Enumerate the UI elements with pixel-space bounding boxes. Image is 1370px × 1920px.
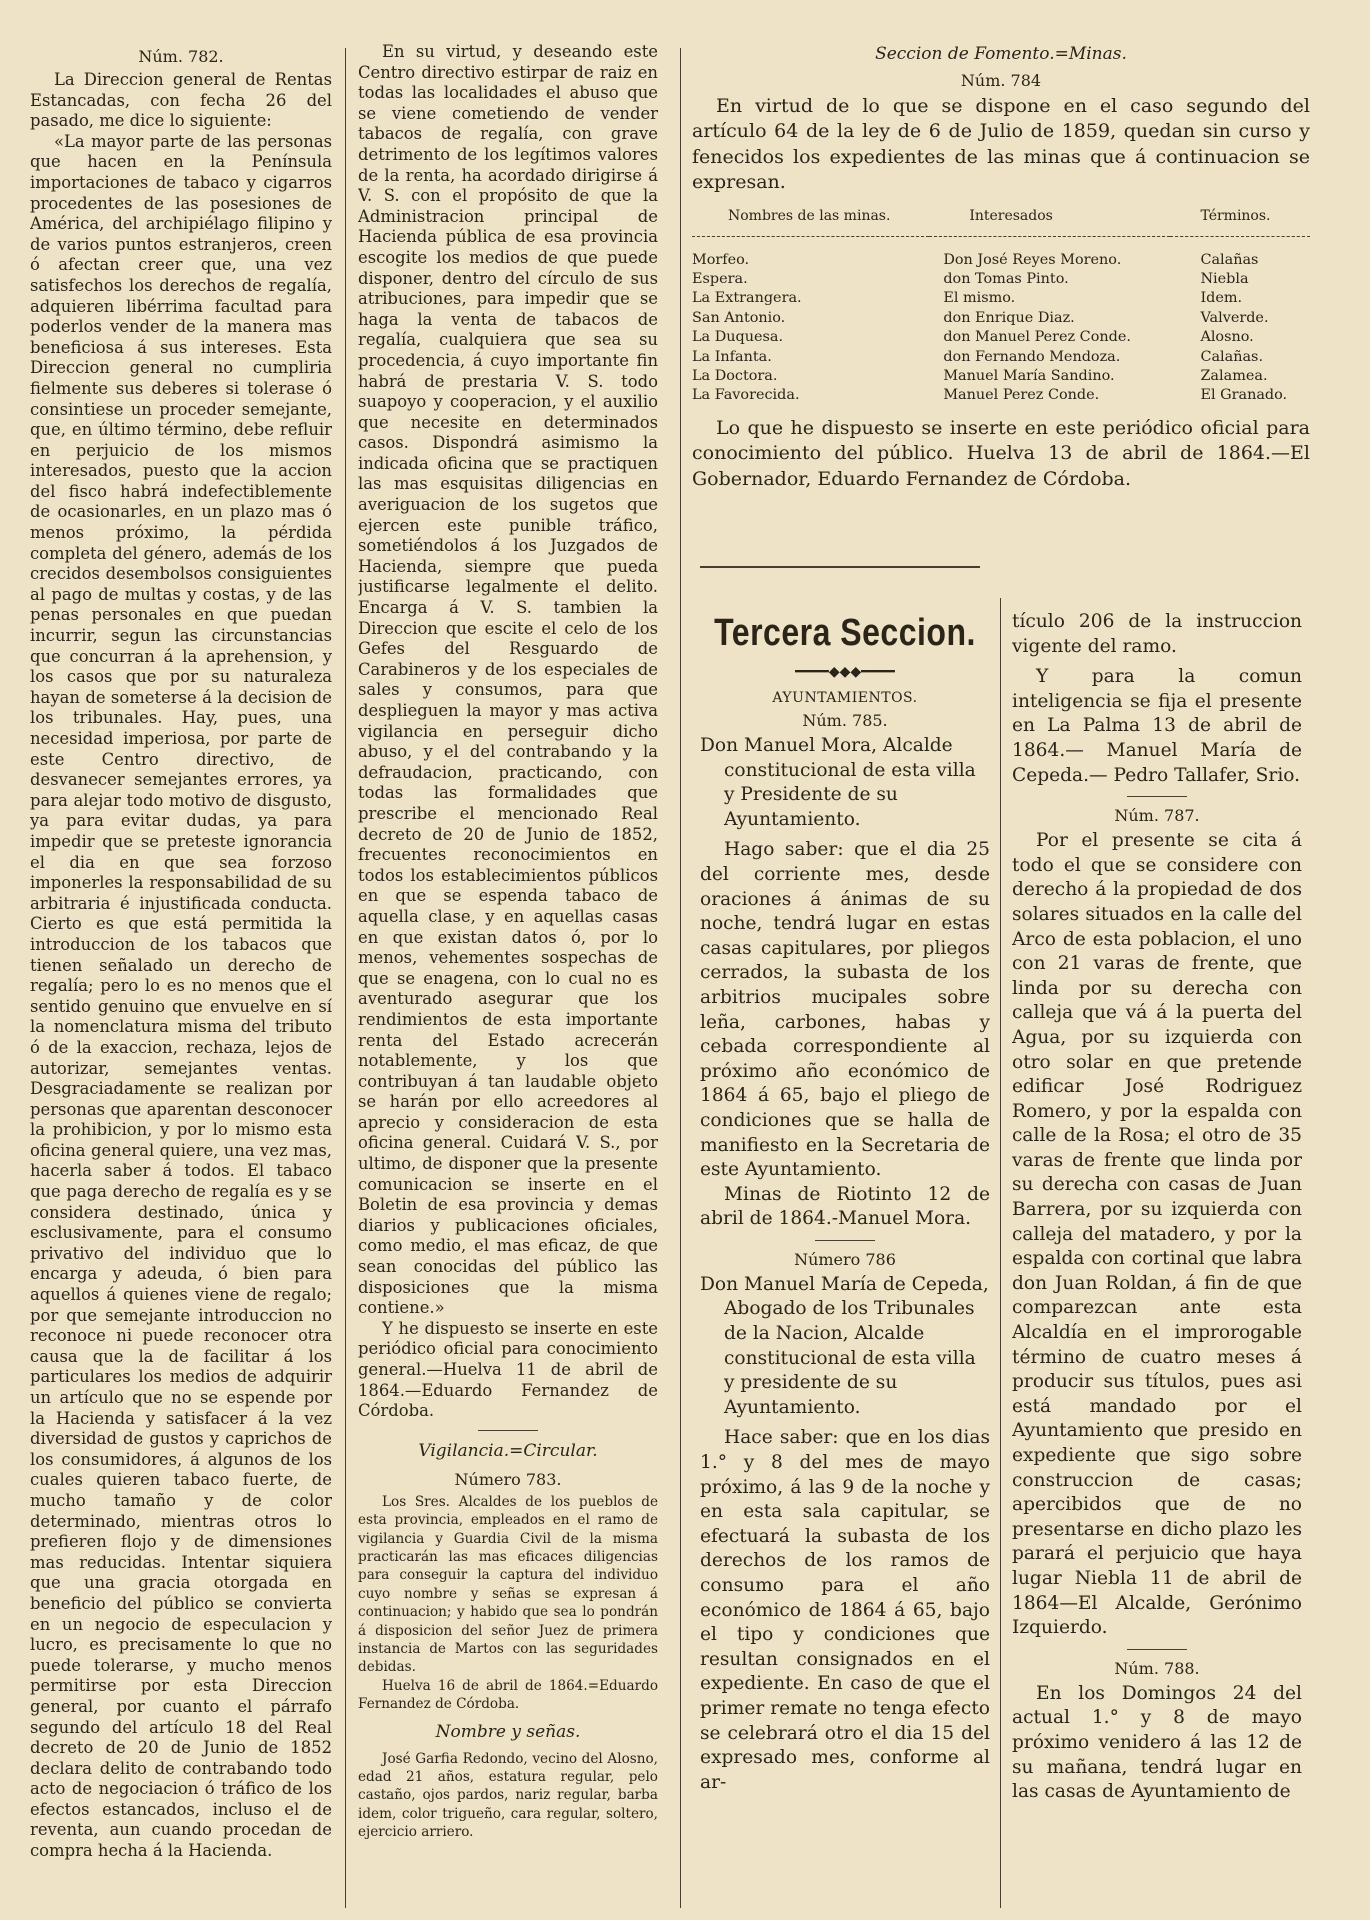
term-cell: Niebla — [1200, 271, 1249, 288]
term-cell: Zalamea. — [1200, 368, 1268, 385]
term-cell: Valverde. — [1200, 309, 1269, 326]
separator — [1127, 1649, 1187, 1650]
notice-787-number: Núm. 787. — [1114, 806, 1200, 826]
notice-787-body: Por el presente se cita á todo el que se considere con derecho á la propiedad de dos solares situados en la calle del Arco de esta poblacion, el uno con 21 varas de frente, que linda por su derecha con calleja que vá á la puerta del Agua, por su izquierda con otro solar en que pretende edificar José Rodriguez Romero, y por la espalda con calle de la Rosa; el otro de 35 varas de frente que linda por su derecha con casas de Juan Barrera, por su izquierda con calleja del matadero, y por la espalda con cortinal que labra don Juan Roldan, á fin de que comparezcan ante esta Alcaldía en el improrogable término de cuatro meses á producir sus títulos, pues asi está mandado por el Ayuntamiento que presido en expediente que sigo sobre construccion de casas; apercibidos que de no presentarse en dicho plazo les parará el perjuicio que haya lugar Niebla 11 de abril de 1864—El Alcalde, Gerónimo Izquierdo. — [1012, 830, 1302, 1639]
separator — [1127, 796, 1187, 797]
notice-783-signature: Huelva 16 de abril de 1864.=Eduardo Fernandez de Córdoba. — [358, 1677, 658, 1713]
tercera-seccion-heading: Tercera Seccion. — [714, 610, 976, 654]
mines-table — [692, 196, 1310, 406]
notice-784-intro: En virtud de lo que se dispone en el caso segundo del artículo 64 de la ley de 6 de Julio de 1859, quedan sin curso y fenecidos los expedientes de las minas que á continuacion se expresan. — [692, 95, 1310, 194]
mines-table-row — [692, 328, 1310, 347]
mine-name-cell: Morfeo. — [692, 251, 750, 268]
notice-788-body: En los Domingos 24 del actual 1.° y 8 de mayo próximo venidero á las 12 de su mañana, tendrá lugar en las casas de Ayuntamiento de — [1012, 1682, 1302, 1803]
interested-cell: don Manuel Perez Conde. — [943, 329, 1131, 346]
term-cell: El Granado. — [1200, 387, 1288, 404]
notice-785-number: Núm. 785. — [802, 711, 888, 730]
mine-name-cell: La Duquesa. — [692, 329, 784, 346]
interested-cell: don Enrique Diaz. — [943, 309, 1075, 326]
header-terms: Términos. — [1170, 196, 1310, 237]
mines-table-row — [692, 348, 1310, 367]
mine-name-cell: Espera. — [692, 271, 748, 288]
mines-table-body — [692, 236, 1310, 406]
term-cell: Idem. — [1200, 290, 1243, 307]
term-cell: Alosno. — [1200, 329, 1254, 346]
header-mine-names: Nombres de las minas. — [692, 196, 929, 237]
section-rule — [700, 566, 980, 568]
notice-785-signature: Minas de Riotinto 12 de abril de 1864.-Manuel Mora. — [700, 1183, 990, 1230]
term-cell: Calañas — [1200, 251, 1259, 268]
notice-785-body: Hago saber: que el dia 25 del corriente mes, desde oraciones á ánimas de su noche, tendrá lugar en estas casas capitulares, por pliegos cerrados, la subasta de los arbitrios mucipales sobre leña, carbones, habas y cebada correspondiente al próximo año económico de 1864 á 65, bajo el pliego de condiciones que se halla de manifiesto en la Secretaria de este Ayuntamiento. — [700, 839, 990, 1181]
notice-782-closing: Y he dispuesto se inserte en este periódico oficial para conocimiento general.—Huelva 11 de abril de 1864.—Eduardo Fernandez de Córdoba. — [358, 1318, 658, 1421]
interested-cell: Manuel Perez Conde. — [943, 387, 1100, 404]
column-3 — [700, 610, 990, 1795]
notice-783-text: Los Sres. Alcaldes de los pueblos de esta provincia, empleados en el ramo de vigilancia y Guardia Civil de la misma practicarán las mas eficaces diligencias para conseguir la captura del individuo cuyo nombre y señas se expresan á continuacion; y habido que sea lo pondrán á disposicion del señor Juez de primera instancia de Martos con las seguridades debidas. — [358, 1493, 658, 1676]
interested-cell: don Fernando Mendoza. — [943, 348, 1121, 365]
interested-cell: Don José Reyes Moreno. — [943, 251, 1122, 268]
mine-name-cell: San Antonio. — [692, 309, 786, 326]
vigilancia-title: Vigilancia.=Circular. — [418, 1440, 598, 1461]
interested-cell: don Tomas Pinto. — [943, 271, 1069, 288]
interested-cell: El mismo. — [943, 290, 1016, 307]
mine-name-cell: La Favorecida. — [692, 387, 800, 404]
mines-table-row — [692, 309, 1310, 328]
mines-table-row — [692, 289, 1310, 308]
notice-782-continuation: En su virtud, y deseando este Centro directivo estirpar de raiz en todas las localidades el abuso que se viene cometiendo de vender tabacos de regalía, con grave detrimento de los legítimos valores de la renta, ha acordado dirigirse á V. S. con el propósito de que la Administracion principal de Hacienda pública de esa provincia escogite los medios de que puede disponer, dentro del círculo de sus atribuciones, para impedir que se haga la venta de tabacos de regalía, cualquiera que sea su procedencia, á cuyo importante fin habrá de prestaria V. S. todo suapoyo y cooperacion, y el auxilio que necesite en determinados casos. Dispondrá asimismo la indicada oficina que se practiquen las mas esquisitas diligencias en averiguacion de los sugetos que ejercen este punible tráfico, sometiéndolos á los Juzgados de Hacienda, siempre que pueda justificarse legalmente el delito. Encarga á V. S. tambien la Direccion que escite el celo de los Gefes del Resguardo de Carabineros y de los especiales de sales y consumos, para que desplieguen la mayor y mas activa vigilancia en perseguir dicho abuso, y el del contrabando y la defraudacion, practicando, con todas las formalidades que prescribe el mencionado Real decreto de 20 de Junio de 1852, frecuentes reconocimientos en todos los establecimientos públicos en que se espenda tabaco de aquella clase, y en aquellas casas en que existan datos ó, por lo menos, vehementes sospechas de que se enagena, con lo cual no es aventurado asegurar que los rendimientos de esta importante renta del Estado acrecerán notablemente, y los que contribuyan á tan laudable objeto se harán por ello acreedores al aprecio y consideracion de esta oficina general. Cuidará V. S., por ultimo, de disponer que la presente comunicacion se inserte en el Boletin de esa provincia y demas diarios y publicaciones oficiales, como medio, el mas eficaz, de que sean conocidas del público las disposiciones que la misma contiene.» — [358, 42, 658, 1318]
term-cell: Calañas. — [1200, 348, 1264, 365]
mines-table-row — [692, 367, 1310, 386]
notice-788-number: Núm. 788. — [1114, 1658, 1200, 1678]
notice-782-number: Núm. 782. — [138, 47, 224, 66]
notice-783-number: Número 783. — [454, 1469, 562, 1489]
notice-783-body — [358, 1493, 658, 1842]
notice-784-closing: Lo que he dispuesto se inserte en este periódico oficial para conocimiento del público. Huelva 13 de abril de 1864.—El Gobernador, Eduardo Fernandez de Córdoba. — [692, 416, 1310, 490]
notice-786-signature: Y para la comun inteligencia se fija el presente en La Palma 13 de abril de 1864.— Manuel María de Cepeda.— Pedro Tallafer, Srio. — [1012, 666, 1302, 786]
column-4 — [1012, 610, 1302, 1805]
mine-name-cell: La Infanta. — [692, 348, 772, 365]
column-2 — [358, 42, 658, 1842]
notice-784-number: Núm. 784 — [960, 71, 1042, 90]
ornament: ━━━━◆◆◆━━━━ — [795, 664, 895, 680]
notice-786-number: Número 786 — [794, 1249, 896, 1269]
header-interested: Interesados — [929, 196, 1170, 237]
fomento-section — [692, 42, 1310, 492]
mines-table-row — [692, 270, 1310, 289]
mines-table-row — [692, 386, 1310, 405]
notice-782-body: «La mayor parte de las personas que hacen en la Península importaciones de tabaco y cigarros procedentes de las posesiones de América, del archipiélago filipino y de varios puntos estranjeros, creen ó afectan creer que, una vez satisfechos los derechos de regalía, adquieren libérrima facultad para poderlos vender de la manera mas beneficiosa á sus intereses. Esta Direccion general no cumpliria fielmente sus deberes si tolerase ó consintiese un proceder semejante, que, en último término, debe refluir en perjuicio de los mismos interesados, puesto que la accion del fisco habrá indefectiblemente de ocasionarles, en un plazo mas ó menos próximo, la pérdida completa del género, además de los crecidos desembolsos consiguientes al pago de multas y costas, y de las penas personales en que puedan incurrir, segun las circunstancias que concurran á la aprehension, y los casos que por su naturaleza hayan de someterse á la decision de los tribunales. Hay, pues, una necesidad imperiosa, por parte de este Centro directivo, de desvanecer semejantes errores, ya para alejar todo motivo de disgusto, ya para evitar dudas, ya para impedir que se preteste ignorancia el dia en que sea forzoso imponerles la responsabilidad de su arbitraria é injustificada conducta. Cierto es que está permitida la introduccion de los tabacos que tienen señalado un derecho de regalía; pero lo es no menos que el sentido genuino que envuelve en sí la nomenclatura misma del tributo ó de la exaccion, rechaza, lejos de autorizar, semejantes ventas. Desgraciadamente se realizan por personas que aparentan desconocer la prohibicion, y por lo mismo esta oficina general quiere, una vez mas, hacerla saber á todos. El tabaco que paga derecho de regalía es y se considera destinado, única y esclusivamente, para el consumo privativo del individuo que lo encarga y adeuda, ó bien para aquellos á quienes viene de regalo; por que semejante introduccion no reconoce ni puede reconocer otra causa que la de facilitar á los particulares los medios de adquirir un artículo que no se espende por la Hacienda y satisfacer á la vez diversidad de gustos y caprichos de los consumidores, á algunos de los cuales quieren tabaco fuerte, de mucho tamaño y de color determinado, mientras otros lo prefieren flojo y de dimensiones mas reducidas. Intentar siquiera que una gracia otorgada en beneficio del público se convierta en un negocio de especulacion y lucro, es precisamente lo que no puede tolerarse, y mucho menos permitirse por esta Direccion general, por cuanto el párrafo segundo del artículo 18 del Real decreto de 20 de Junio de 1852 declara delito de contrabando todo acto de negociacion ó tráfico de los efectos estancados, incluso el de reventa, aun cuando procedan de compra hecha á la Hacienda. — [30, 131, 332, 1861]
notice-786-body: Hace saber: que en los dias 1.° y 8 del mes de mayo próximo, á las 9 de la noche y en esta sala capitular, se efectuará la subasta de los derechos de los ramos de consumo para el año económico de 1864 á 65, bajo el tipo y condiciones que resultan consignados en el expediente. En caso de que el primer remate no tenga efecto se celebrará otro el dia 15 del expresado mes, conforme al ar- — [700, 1427, 990, 1793]
column-divider — [680, 48, 681, 1908]
column-1 — [30, 42, 332, 1862]
fomento-title: Seccion de Fomento.=Minas. — [875, 44, 1127, 64]
mine-name-cell: La Extrangera. — [692, 290, 802, 307]
notice-786-title: Don Manuel María de Cepeda, Abogado de los Tribunales de la Nacion, Alcalde constitucional de esta villa y presidente de su Ayuntamiento. — [700, 1273, 989, 1418]
column-divider — [1000, 598, 1001, 1908]
column-divider — [345, 48, 346, 1908]
separator — [815, 1240, 875, 1241]
mines-table-row — [692, 236, 1310, 270]
senas-title: Nombre y señas. — [435, 1721, 581, 1742]
notice-786-continuation: tículo 206 de la instruccion vigente del ramo. — [1012, 611, 1302, 657]
notice-782-intro: La Direccion general de Rentas Estancadas, con fecha 26 del pasado, me dice lo siguiente: — [30, 70, 332, 131]
interested-cell: Manuel María Sandino. — [943, 368, 1115, 385]
separator — [478, 1430, 538, 1431]
ayuntamientos-subhead: AYUNTAMIENTOS. — [772, 690, 918, 706]
notice-785-title: Don Manuel Mora, Alcalde constitucional de esta villa y Presidente de su Ayuntamiento. — [700, 735, 976, 830]
senas-text: José Garfia Redondo, vecino del Alosno, edad 21 años, estatura regular, pelo castaño, ojos pardos, nariz regular, barba idem, color trigueño, cara regular, soltero, ejercicio arriero. — [358, 1750, 658, 1841]
mine-name-cell: La Doctora. — [692, 368, 778, 385]
